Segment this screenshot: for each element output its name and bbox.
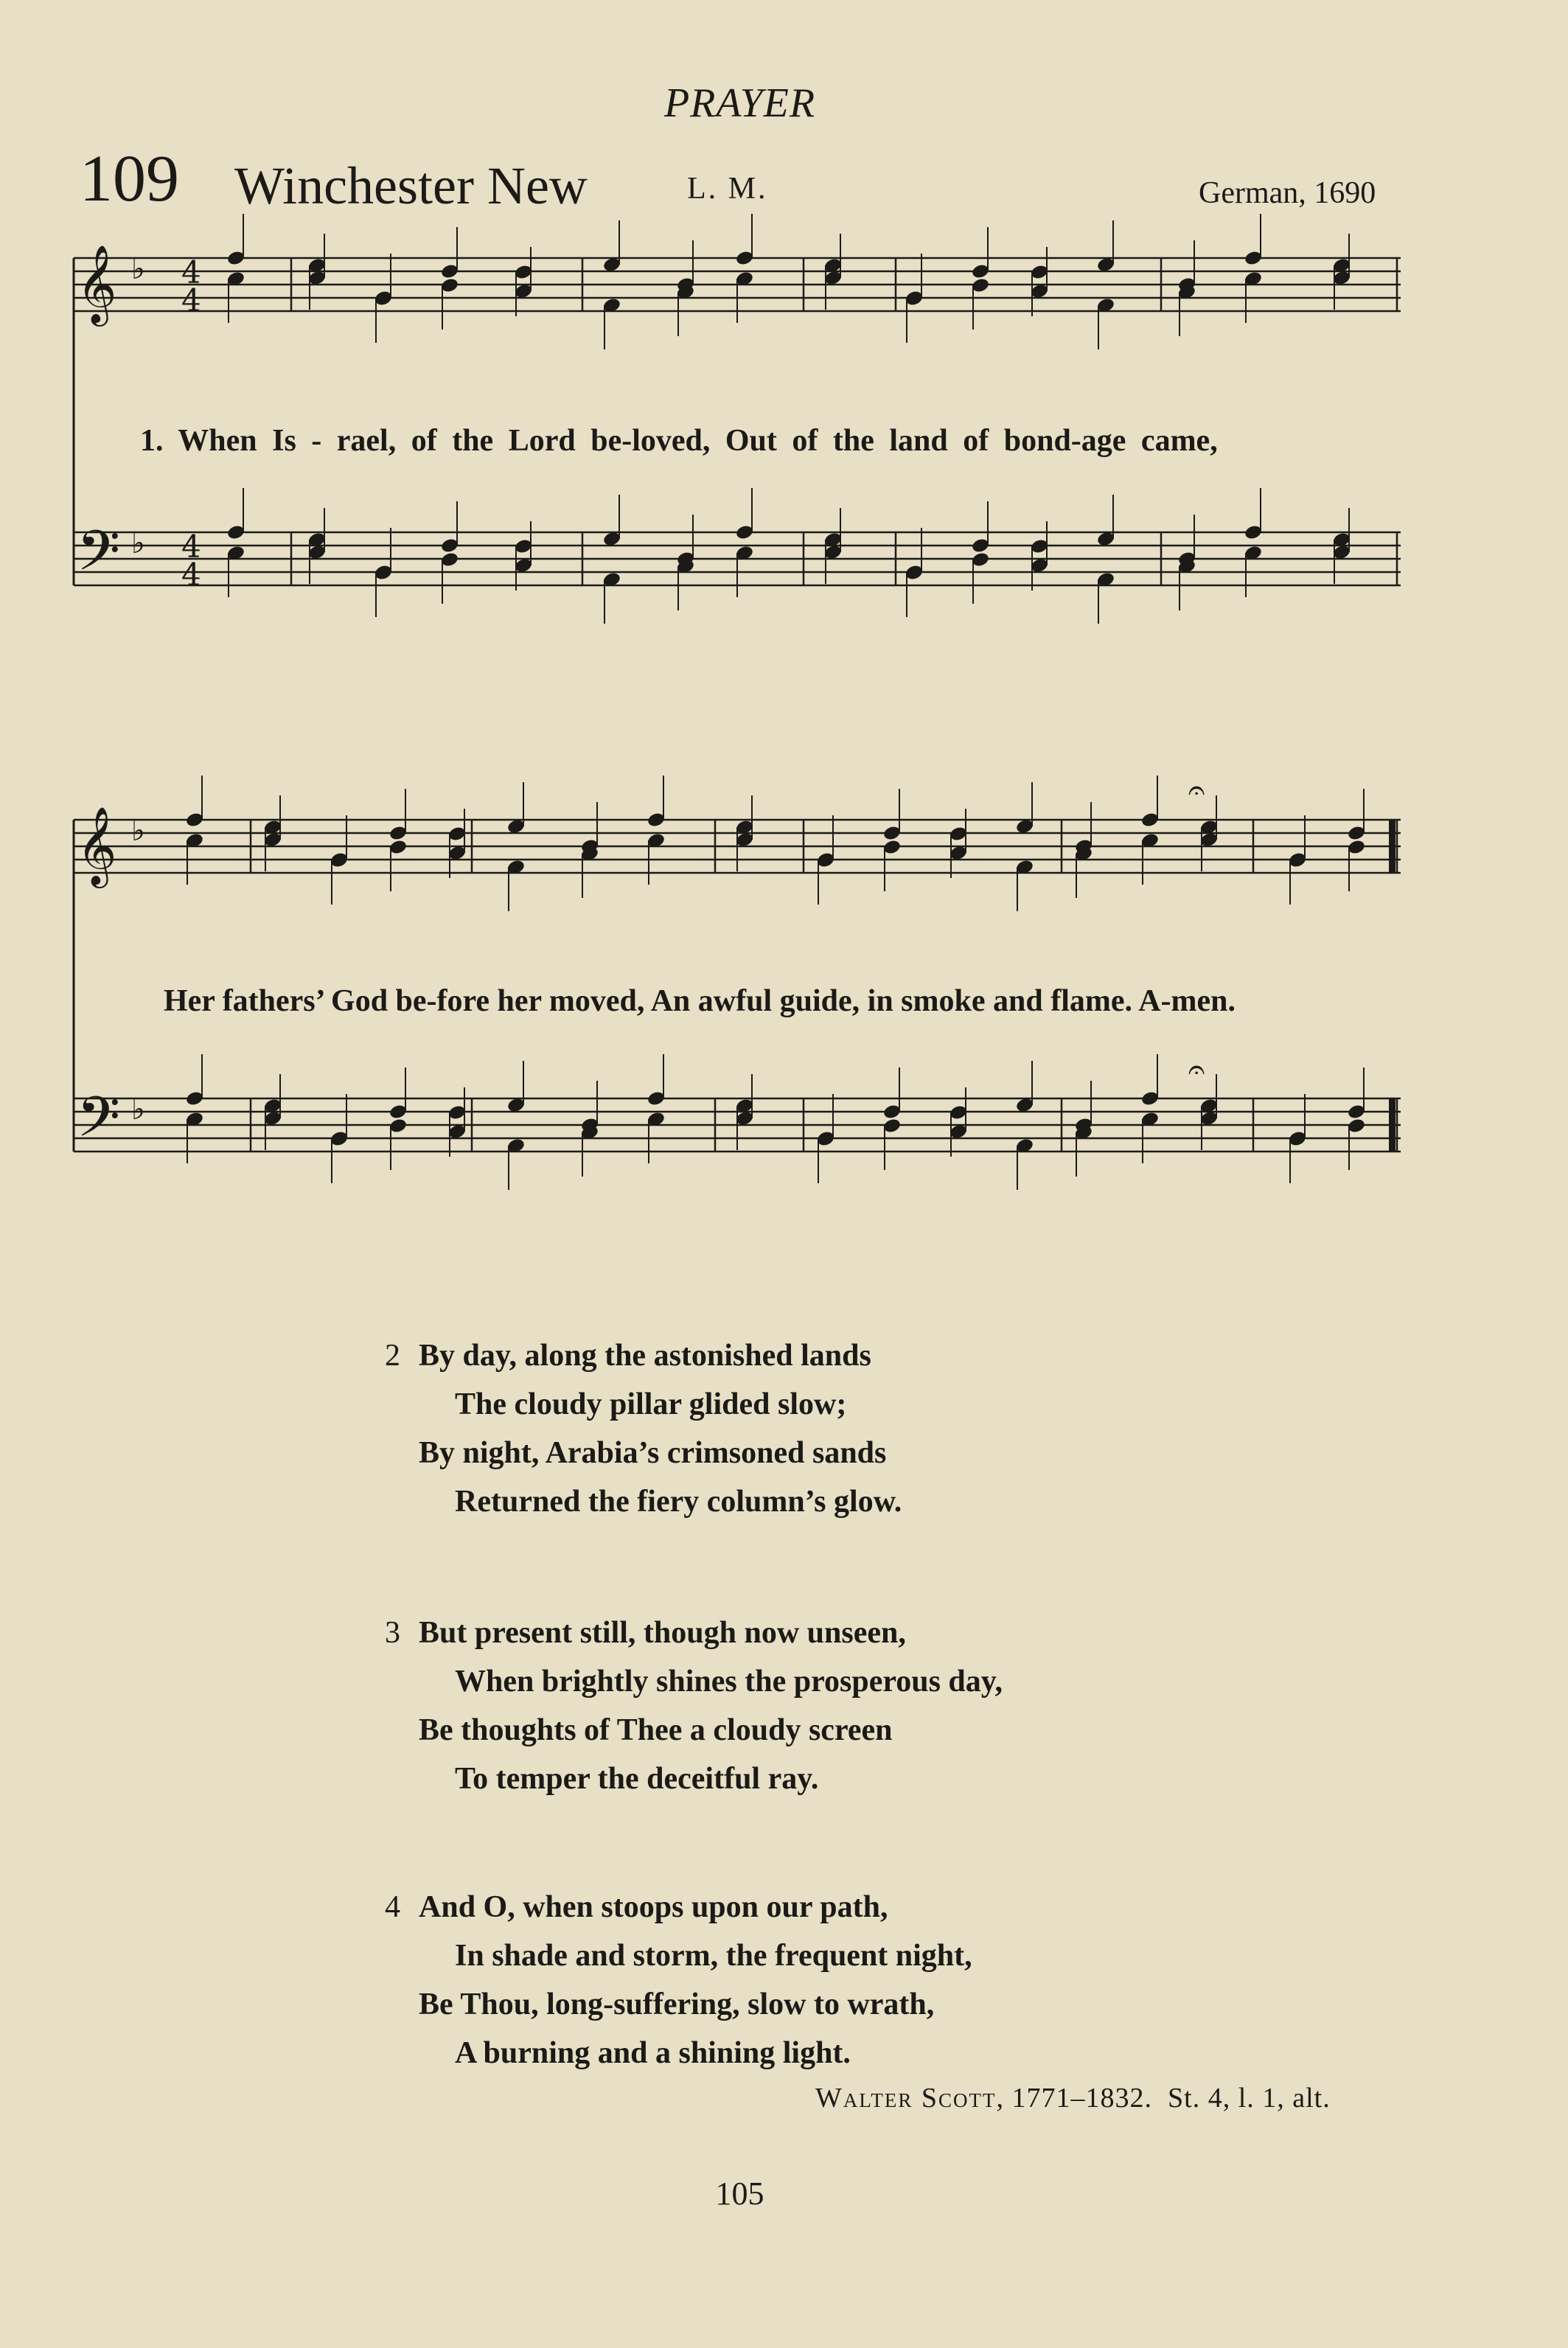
treble-clef: 𝄞 (77, 244, 117, 323)
fermata: 𝄐 (1188, 1053, 1205, 1087)
author-dates: , 1771–1832. (996, 2083, 1152, 2114)
stanza-line: 3 But present still, though now unseen, (385, 1609, 1003, 1657)
stanza-3 (385, 1609, 1003, 1803)
stanza-line: To temper the deceitful ray. (455, 1762, 819, 1796)
stanza-number: 4 (385, 1890, 400, 1924)
stanza-line: When brightly shines the prosperous day, (455, 1665, 1003, 1699)
lyric-line-system-2: Her fathers’ God be-fore her moved, An awful guide, in smoke and flame. A-men. (164, 984, 1236, 1018)
stanza-line: Be Thou, long-suffering, slow to wrath, (419, 1988, 935, 2021)
tune-source: German, 1690 (1199, 176, 1376, 210)
time-signature-bottom: 4 (181, 557, 201, 593)
bass-clef: 𝄢 (77, 518, 121, 597)
stanza-line: By night, Arabia’s crimsoned sands (419, 1436, 887, 1470)
stanza-line: A burning and a shining light. (455, 2036, 851, 2070)
lyric-line-system-1: 1. When Is - rael, of the Lord be-loved, Out of the land of bond-age came, (140, 424, 1218, 458)
key-signature-flat: ♭ (131, 252, 145, 286)
hymn-number: 109 (80, 142, 179, 215)
final-barline (1389, 1098, 1395, 1152)
stanza-line: 2 By day, along the astonished lands (385, 1331, 902, 1380)
stanza-line: 4 And O, when stoops upon our path, (385, 1883, 972, 1931)
final-barline (1389, 820, 1395, 873)
time-signature-top: 4 (181, 254, 201, 290)
meter: L. M. (687, 172, 768, 206)
stanza-line: Be thoughts of Thee a cloudy screen (419, 1713, 893, 1747)
stanza-number: 3 (385, 1616, 400, 1650)
alteration-note: St. 4, l. 1, alt. (1168, 2083, 1331, 2114)
key-signature-flat: ♭ (131, 526, 145, 560)
stanza-2 (385, 1331, 902, 1526)
section-heading: PRAYER (663, 80, 816, 126)
stanza-line: Returned the fiery column’s glow. (455, 1485, 902, 1519)
author-name: Walter Scott (815, 2083, 997, 2114)
time-signature-top: 4 (181, 529, 201, 565)
key-signature-flat: ♭ (131, 814, 145, 848)
page-number: 105 (715, 2175, 764, 2212)
key-signature-flat: ♭ (131, 1093, 145, 1126)
tune-name: Winchester New (234, 156, 588, 215)
time-signature-bottom: 4 (181, 282, 201, 318)
stanza-4 (385, 1883, 972, 2077)
bass-clef: 𝄢 (77, 1084, 121, 1163)
stanza-line: The cloudy pillar glided slow; (455, 1387, 847, 1421)
stanza-number: 2 (385, 1339, 400, 1373)
stanza-line: In shade and storm, the frequent night, (455, 1939, 972, 1973)
fermata: 𝄐 (1188, 773, 1205, 807)
attribution (815, 2082, 1331, 2114)
treble-clef: 𝄞 (77, 806, 117, 885)
